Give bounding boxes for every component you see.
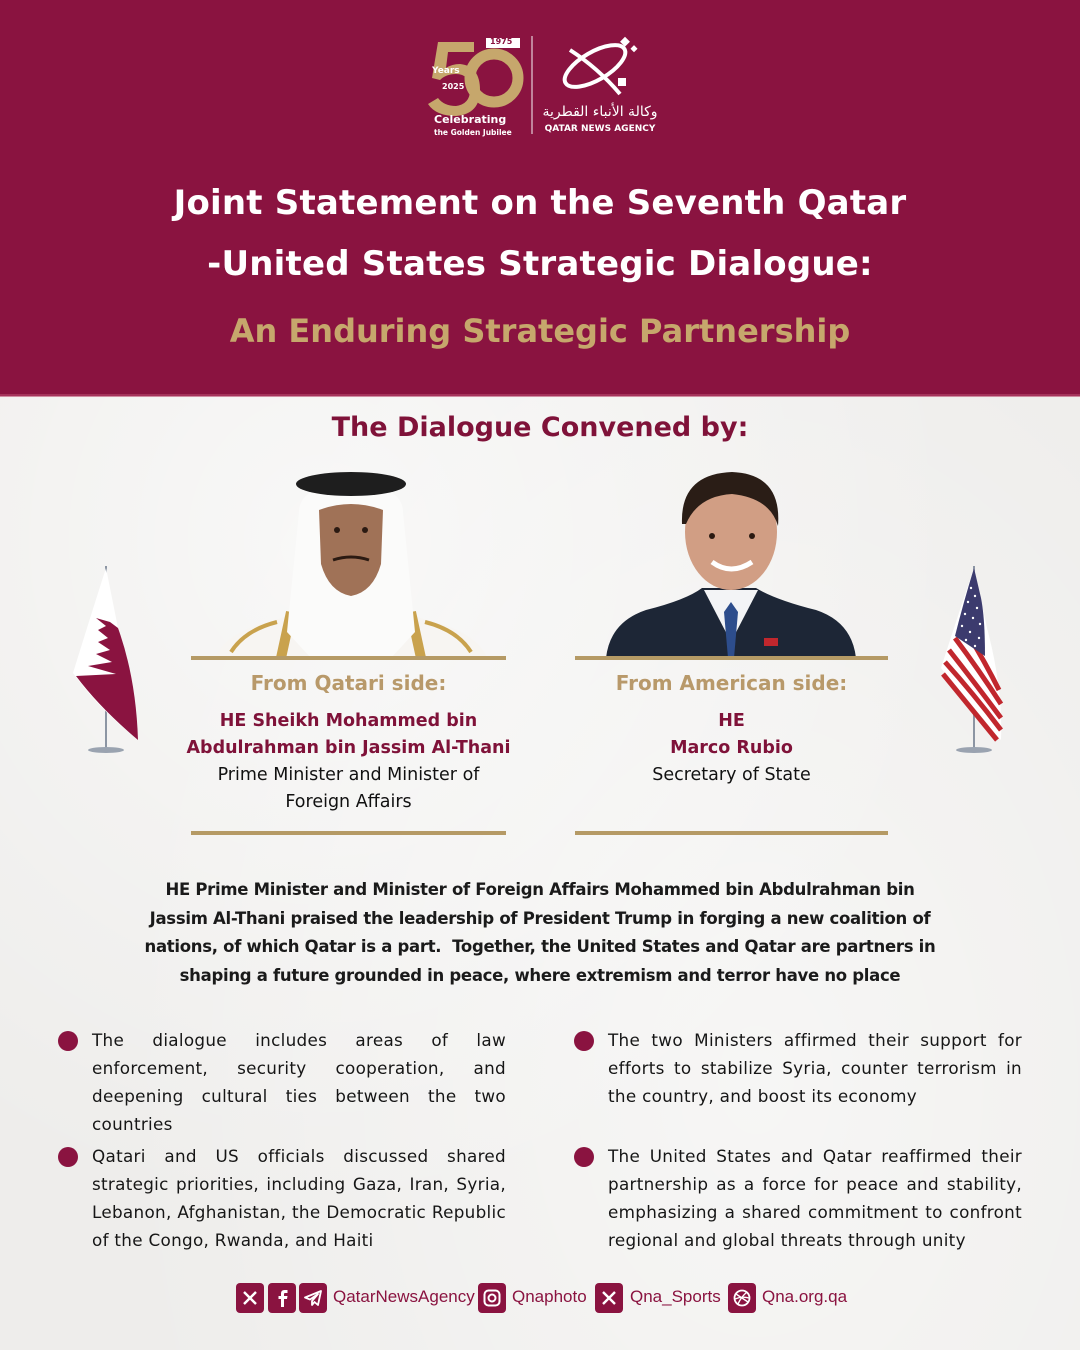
x-icon[interactable] <box>236 1283 264 1313</box>
qna-arabic-name: وكالة الأنباء القطرية <box>542 104 658 120</box>
celebrating-label: Celebrating <box>434 113 507 126</box>
header-banner <box>0 0 1080 396</box>
subtitle: An Enduring Strategic Partnership <box>229 312 851 350</box>
us-flag <box>935 558 1015 758</box>
header-divider <box>0 394 1080 397</box>
summary-line-4: shaping a future grounded in peace, where extremism and terror have no place <box>179 966 901 986</box>
qatari-side-label: From Qatari side: <box>250 671 447 695</box>
qatari-top-divider <box>191 656 506 660</box>
american-name-line-1: HE <box>718 711 745 731</box>
qatari-name-line-1: HE Sheikh Mohammed bin <box>219 711 478 731</box>
bullet-dot-icon <box>58 1031 78 1051</box>
american-role-line-1: Secretary of State <box>652 765 811 785</box>
qatari-role-line-1: Prime Minister and Minister of <box>217 765 480 785</box>
person-icon <box>215 462 487 658</box>
summary-paragraph <box>140 876 940 991</box>
qatar-flag-icon <box>68 558 148 758</box>
qna-atom-icon <box>540 32 660 102</box>
telegram-icon[interactable] <box>299 1283 327 1313</box>
main-handle-link[interactable]: QatarNewsAgency <box>333 1287 475 1306</box>
bullet-dot-icon <box>574 1031 594 1051</box>
instagram-icon[interactable] <box>478 1283 506 1313</box>
us-flag-icon <box>935 558 1015 758</box>
american-bottom-divider <box>575 831 888 835</box>
person-icon <box>606 462 856 658</box>
american-side-label: From American side: <box>615 671 848 695</box>
bullet-dot-icon <box>574 1147 594 1167</box>
bullet-text: Qatari and US officials discussed shared strategic priorities, including Gaza, Iran, Syria, Lebanon, Afghanistan, the Democratic Republic of the Congo, Rwanda, and Haiti <box>92 1146 506 1250</box>
american-name-line-2: Marco Rubio <box>670 738 793 758</box>
photo-handle-link[interactable]: Qnaphoto <box>512 1287 587 1306</box>
title-line-2: -United States Strategic Dialogue: <box>207 244 873 284</box>
social-footer <box>0 1283 1080 1315</box>
bullet-text: The two Ministers affirmed their support for efforts to stabilize Syria, counter terrorism in the country, and boost its economy <box>608 1030 1022 1106</box>
logo-divider <box>531 36 533 134</box>
american-top-divider <box>575 656 888 660</box>
bullet-text: The United States and Qatar reaffirmed their partnership as a force for peace and stability, emphasizing a shared commitment to confront regional and global threats through unity <box>608 1146 1022 1250</box>
summary-line-2: Jassim Al-Thani praised the leadership of President Trump in forging a new coalition of <box>149 908 931 928</box>
qatari-minister-portrait <box>215 462 487 658</box>
sports-handle-link[interactable]: Qna_Sports <box>630 1287 721 1306</box>
qatari-role-line-2: Foreign Affairs <box>285 792 412 812</box>
qatari-name-line-2: Abdulrahman bin Jassim Al-Thani <box>186 738 511 758</box>
golden-jubilee-logo <box>424 34 524 138</box>
qna-english-name: QATAR NEWS AGENCY <box>544 124 656 134</box>
title-line-1: Joint Statement on the Seventh Qatar <box>173 183 907 223</box>
summary-line-1: HE Prime Minister and Minister of Foreign Affairs Mohammed bin Abdulrahman bin <box>165 880 915 899</box>
year-end: 2025 <box>442 82 465 91</box>
globe-icon[interactable] <box>728 1283 756 1313</box>
jubilee-tagline: the Golden Jubilee <box>434 128 512 137</box>
website-link[interactable]: Qna.org.qa <box>762 1287 848 1306</box>
bullet-text: The dialogue includes areas of law enforcement, security cooperation, and deepening cultural ties between the two countries <box>92 1030 506 1134</box>
x-icon[interactable] <box>595 1283 623 1313</box>
qatari-bottom-divider <box>191 831 506 835</box>
qatar-news-agency-logo <box>540 32 660 138</box>
summary-line-3: nations, of which Qatar is a part. Together, the United States and Qatar are partners in <box>144 937 936 957</box>
logo-row <box>0 32 1080 142</box>
facebook-icon[interactable] <box>268 1283 296 1313</box>
qatar-flag <box>68 558 148 758</box>
convened-heading: The Dialogue Convened by: <box>331 412 749 443</box>
us-secretary-portrait <box>606 462 856 658</box>
bullet-dot-icon <box>58 1147 78 1167</box>
years-label: Years <box>432 66 460 76</box>
year-start: 1975 <box>490 37 513 46</box>
